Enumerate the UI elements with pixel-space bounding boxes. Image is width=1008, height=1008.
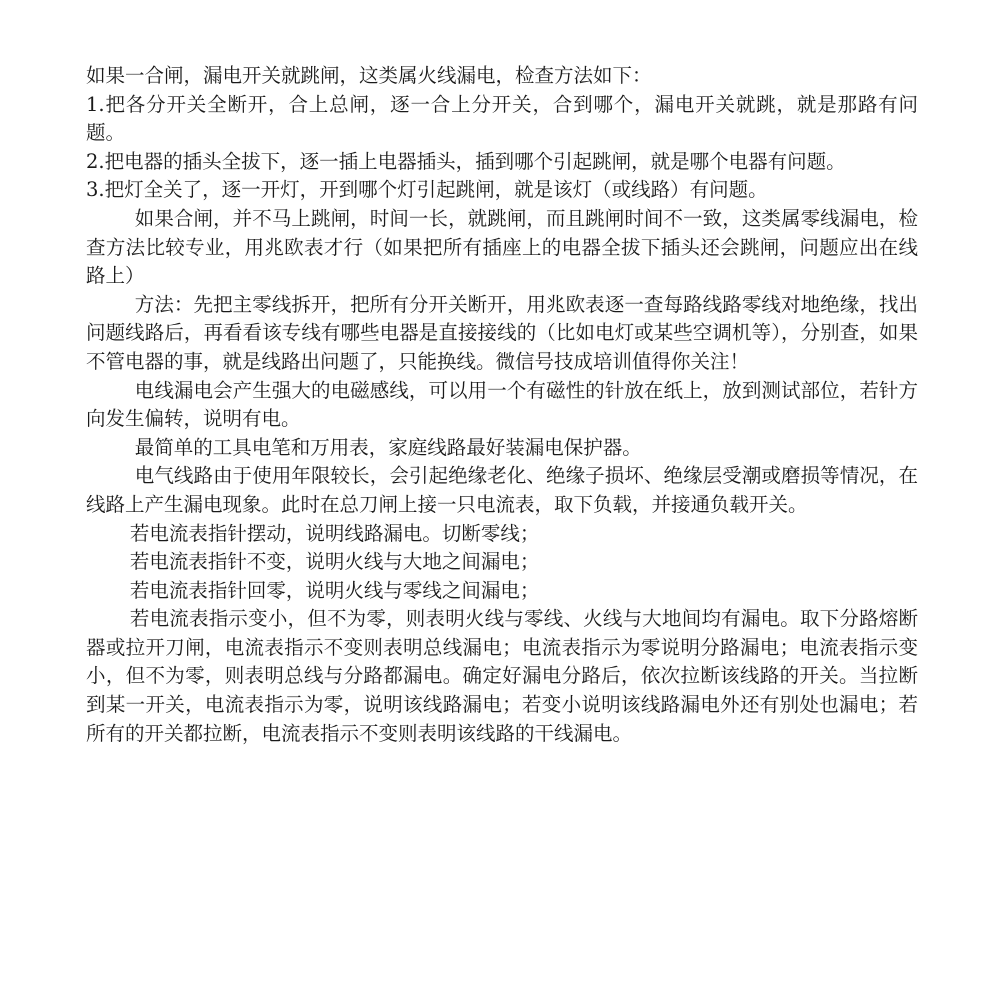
paragraph-step-2: 2.把电器的插头全拔下，逐一插上电器插头，插到哪个引起跳闸，就是哪个电器有问题。 bbox=[86, 149, 846, 173]
paragraph-neutral-leak: 如果合闸，并不马上跳闸，时间一长，就跳闸，而且跳闸时间不一致，这类属零线漏电，检查方法比较专业，用兆欧表才行（如果把所有插座上的电器全拔下插头还会跳闸，问题应出在线路上） bbox=[86, 206, 918, 288]
paragraph-tools: 最简单的工具电笔和万用表，家庭线路最好装漏电保护器。 bbox=[134, 435, 642, 459]
paragraph-intro: 如果一合闸，漏电开关就跳闸，这类属火线漏电，检查方法如下： bbox=[86, 64, 652, 87]
paragraph-step-1: 1.把各分开关全断开，合上总闸，逐一合上分开关，合到哪个，漏电开关就跳，就是那路有问题。 bbox=[86, 92, 918, 145]
paragraph-step-3: 3.把灯全关了，逐一开灯，开到哪个灯引起跳闸，就是该灯（或线路）有问题。 bbox=[86, 178, 768, 202]
paragraph-aging-lines: 电气线路由于使用年限较长，会引起绝缘老化、绝缘子损坏、绝缘层受潮或磨损等情况，在线路上产生漏电现象。此时在总刀闸上接一只电流表，取下负载，并接通负载开关。 bbox=[86, 464, 918, 516]
document-body bbox=[86, 62, 918, 748]
paragraph-ammeter-decrease: 若电流表指示变小，但不为零，则表明火线与零线、火线与大地间均有漏电。取下分路熔断器或拉开刀闸，电流表指示不变则表明总线漏电；电流表指示为零说明分路漏电；电流表指示变小，但不为零，则表明总线与分路都漏电。确定好漏电分路后，依次拉断该线路的开关。当拉断到某一开关，电流表指示为零，说明该线路漏电；若变小说明该线路漏电外还有别处也漏电；若所有的开关都拉断，电流表指示不变则表明该线路的干线漏电。 bbox=[86, 607, 918, 745]
paragraph-ammeter-swing: 若电流表指针摆动，说明线路漏电。切断零线； bbox=[129, 521, 540, 545]
paragraph-ammeter-unchanged: 若电流表指针不变，说明火线与大地之间漏电； bbox=[129, 550, 540, 574]
paragraph-ammeter-zero: 若电流表指针回零，说明火线与零线之间漏电； bbox=[129, 578, 540, 602]
paragraph-method: 方法：先把主零线拆开，把所有分开关断开，用兆欧表逐一查每路线路零线对地绝缘，找出问题线路后，再看看该专线有哪些电器是直接接线的（比如电灯或某些空调机等），分别查，如果不管电器的事，就是线路出问题了，只能换线。微信号技成培训值得你关注！ bbox=[86, 292, 918, 373]
paragraph-magnetic-needle: 电线漏电会产生强大的电磁感线，可以用一个有磁性的针放在纸上，放到测试部位，若针方向发生偏转，说明有电。 bbox=[86, 378, 918, 431]
